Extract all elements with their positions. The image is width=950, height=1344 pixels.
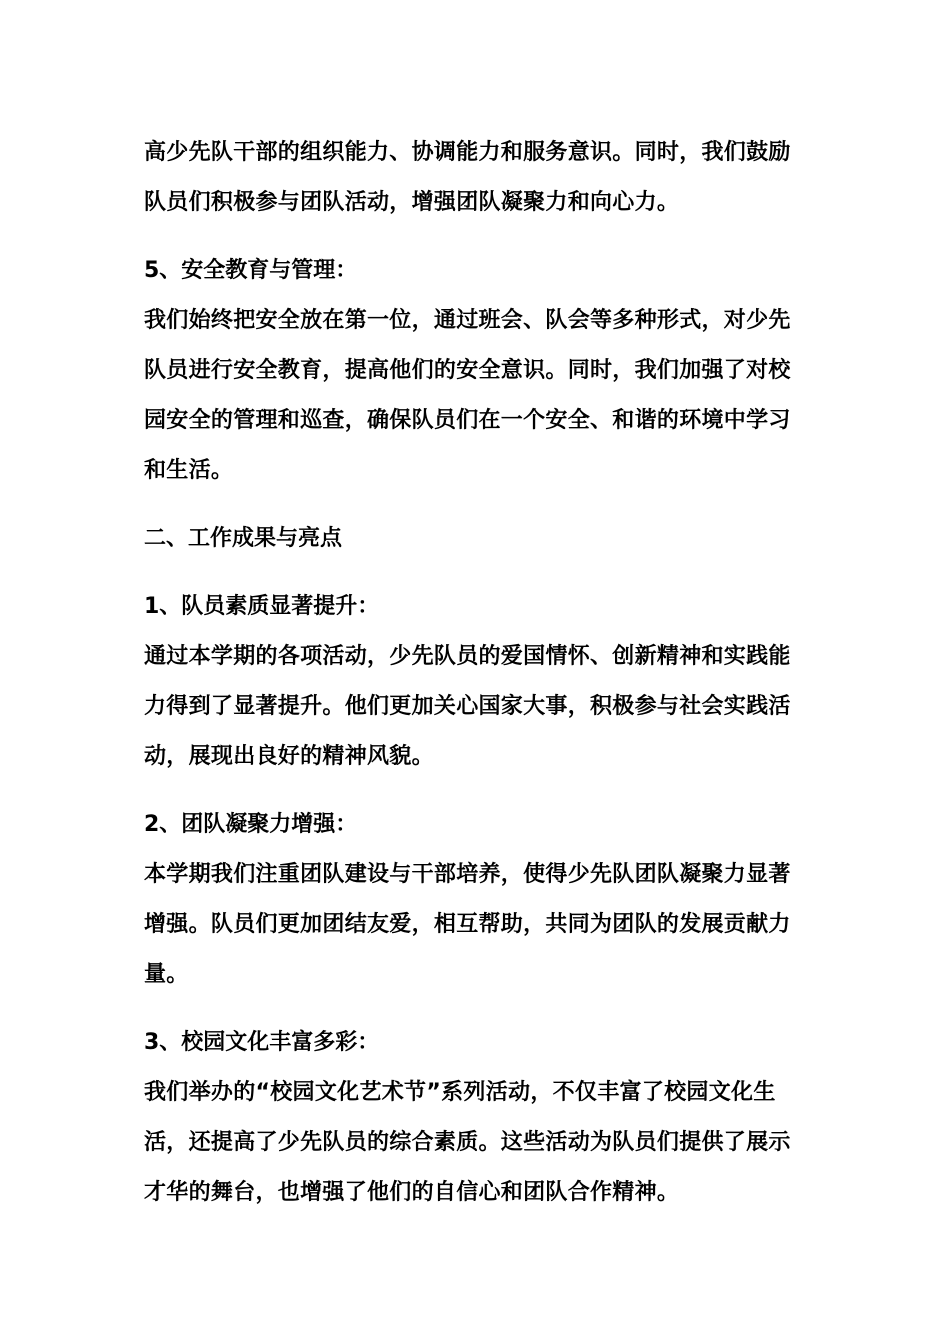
text-line: 才华的舞台，也增强了他们的自信心和团队合作精神。 bbox=[144, 1180, 680, 1205]
document-body bbox=[144, 128, 808, 1218]
text-line: 队员进行安全教育，提高他们的安全意识。同时，我们加强了对校 bbox=[144, 358, 791, 383]
text-line: 和生活。 bbox=[144, 458, 234, 483]
item-heading: 3、校园文化丰富多彩： bbox=[144, 1030, 380, 1055]
item-1 bbox=[144, 582, 808, 782]
item-2 bbox=[144, 800, 808, 1000]
text-line: 通过本学期的各项活动，少先队员的爱国情怀、创新精神和实践能 bbox=[144, 644, 791, 669]
section-5 bbox=[144, 246, 808, 496]
text-line: 量。 bbox=[144, 962, 189, 987]
section-heading: 5、安全教育与管理： bbox=[144, 258, 358, 283]
chapter-heading: 二、工作成果与亮点 bbox=[144, 526, 343, 551]
text-line: 我们举办的“校园文化艺术节”系列活动，不仅丰富了校园文化生 bbox=[144, 1080, 776, 1105]
item-3 bbox=[144, 1018, 808, 1218]
intro-paragraph bbox=[144, 128, 808, 228]
text-line: 增强。队员们更加团结友爱，相互帮助，共同为团队的发展贡献力 bbox=[144, 912, 791, 937]
text-line: 园安全的管理和巡查，确保队员们在一个安全、和谐的环境中学习 bbox=[144, 408, 791, 433]
text-line: 动，展现出良好的精神风貌。 bbox=[144, 744, 434, 769]
text-line: 高少先队干部的组织能力、协调能力和服务意识。同时，我们鼓励 bbox=[144, 140, 791, 165]
item-heading: 2、团队凝聚力增强： bbox=[144, 812, 358, 837]
item-heading: 1、队员素质显著提升： bbox=[144, 594, 380, 619]
text-line: 本学期我们注重团队建设与干部培养，使得少先队团队凝聚力显著 bbox=[144, 862, 791, 887]
text-line: 队员们积极参与团队活动，增强团队凝聚力和向心力。 bbox=[144, 190, 680, 215]
text-line: 力得到了显著提升。他们更加关心国家大事，积极参与社会实践活 bbox=[144, 694, 791, 719]
text-line: 活，还提高了少先队员的综合素质。这些活动为队员们提供了展示 bbox=[144, 1130, 791, 1155]
text-line: 我们始终把安全放在第一位，通过班会、队会等多种形式，对少先 bbox=[144, 308, 791, 333]
